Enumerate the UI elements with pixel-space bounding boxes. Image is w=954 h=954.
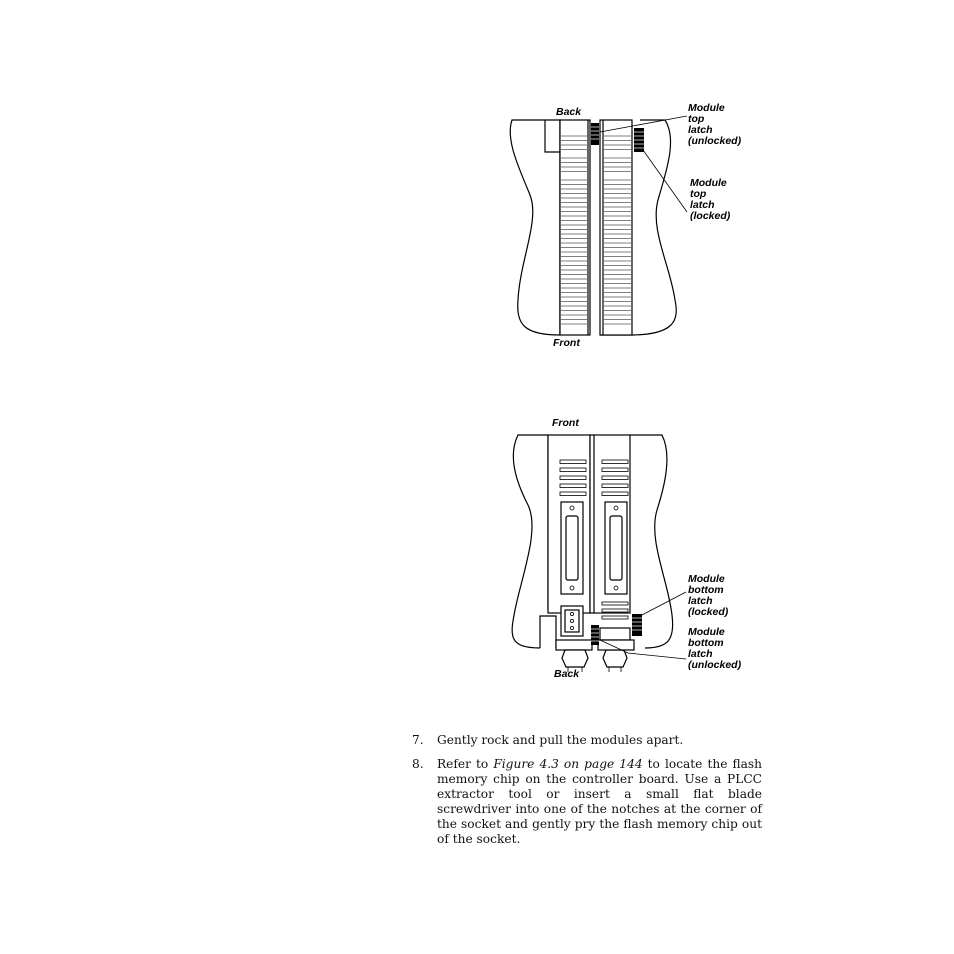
leader-bottom-locked: [640, 592, 686, 616]
bottom-module-diagram: [0, 413, 954, 683]
bottom-latch-unlocked: [591, 625, 599, 645]
top-module-diagram: [0, 95, 954, 355]
step-number: 8.: [412, 757, 424, 771]
callout-bottom-unlocked: Module bottom latch (unlocked): [688, 626, 742, 671]
step-number: 7.: [412, 733, 424, 747]
knob-left: [562, 650, 588, 667]
knob-right: [603, 650, 627, 667]
callout-top-unlocked: Module top latch (unlocked): [688, 102, 742, 147]
figure-reference-link[interactable]: Figure 4.3 on page 144: [493, 757, 643, 771]
bottom-latch-locked: [632, 614, 642, 636]
right-module: [600, 120, 632, 335]
label-front: Front: [552, 417, 579, 429]
step-text: Gently rock and pull the modules apart.: [437, 733, 684, 747]
left-module: [560, 120, 590, 335]
step-text-after: to locate the flash memory chip on the controller board. Use a PLCC extractor tool or insert a small flat blade screwdriver into one of the notches at the corner of the socket and gently pry the flash memory chip out of the socket.: [437, 757, 762, 846]
step-text: [437, 757, 762, 847]
callout-bottom-locked: Module bottom latch (locked): [688, 573, 729, 618]
label-back: Back: [556, 106, 582, 118]
label-back: Back: [554, 668, 580, 680]
step-text-before: Refer to: [437, 757, 494, 771]
label-front: Front: [553, 337, 580, 349]
callout-top-locked: Module top latch (locked): [690, 177, 731, 222]
top-latch-unlocked: [591, 123, 599, 145]
leader-top-locked: [643, 150, 687, 212]
